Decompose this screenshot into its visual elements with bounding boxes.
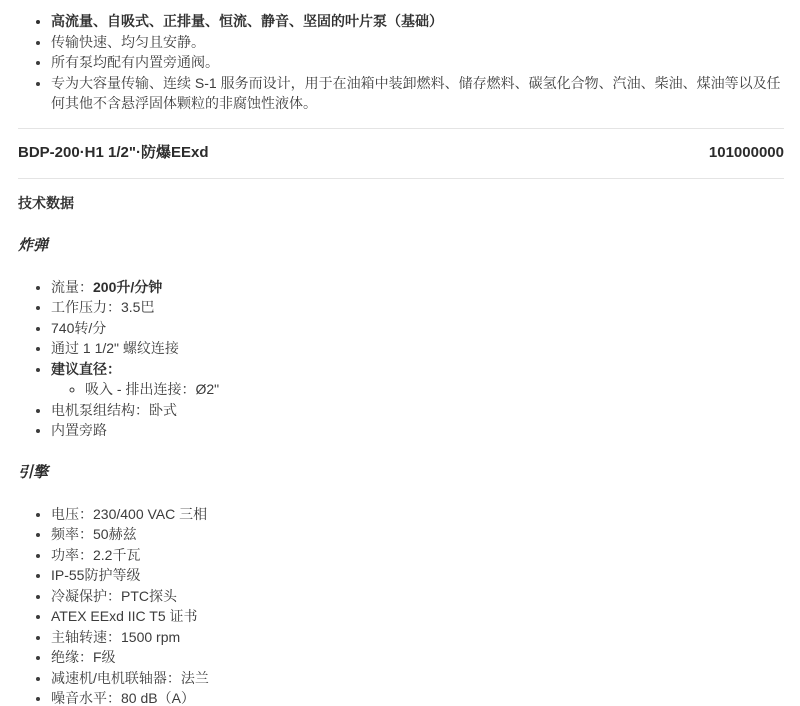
spec-value: 200升/分钟: [93, 278, 163, 295]
spec-item-diameter: [51, 359, 784, 400]
spec-text: 绝缘：F级: [51, 649, 116, 665]
feature-text: 高流量、自吸式、正排量、恒流、静音、坚固的叶片泵（基础）: [51, 13, 443, 29]
spec-text: 噪音水平：80 dB（A）: [51, 690, 195, 706]
product-code: 101000000: [708, 143, 784, 161]
spec-text: 主轴转速：1500 rpm: [51, 628, 181, 645]
spec-text: 吸入 - 排出连接：Ø2": [85, 381, 220, 397]
feature-text: 所有泵均配有内置旁通阀。: [51, 54, 219, 70]
feature-item: [51, 32, 784, 53]
spec-item-atex-cert: [51, 606, 784, 627]
spec-text: 频率：50赫兹: [51, 526, 137, 542]
spec-item-insulation: [51, 647, 784, 668]
diameter-sub-list: [51, 379, 784, 400]
spec-item-shaft-speed: [51, 627, 784, 648]
spec-item-structure: [51, 400, 784, 421]
spec-item-condensation: [51, 586, 784, 607]
engine-spec-list: [18, 504, 784, 706]
spec-item-noise: [51, 688, 784, 706]
spec-item-flow: [51, 277, 784, 298]
product-name: BDP-200·H1 1/2"·防爆EExd: [18, 143, 209, 161]
spec-item-power: [51, 545, 784, 566]
feature-item: [51, 11, 784, 32]
spec-item-voltage: [51, 504, 784, 525]
spec-item-ip-rating: [51, 565, 784, 586]
spec-label: 流量：: [51, 278, 93, 295]
spec-item-coupling: [51, 668, 784, 689]
spec-item-bypass: [51, 420, 784, 441]
engine-section-heading: 引擎: [18, 463, 49, 481]
feature-item: [51, 73, 784, 114]
feature-text: 专为大容量传输、连续 S-1 服务而设计，用于在油箱中装卸燃料、储存燃料、碳氢化合物、汽油、柴油、煤油等以及任何其他不含悬浮固体颗粒的非腐蚀性液体。: [51, 74, 781, 111]
spec-text: IP-55防护等级: [51, 567, 141, 583]
feature-text: 传输快速、均匀且安静。: [51, 33, 205, 50]
spec-text: 功率：2.2千瓦: [51, 546, 141, 563]
pump-section-heading: 炸弹: [18, 236, 49, 254]
spec-item-pressure: [51, 297, 784, 318]
spec-text: ATEX EExd IIC T5 证书: [51, 608, 198, 624]
spec-text: 电压：230/400 VAC 三相: [51, 505, 208, 522]
spec-text: 工作压力：3.5巴: [51, 299, 155, 315]
spec-text: 内置旁路: [51, 422, 107, 438]
spec-text: 建议直径：: [51, 360, 121, 377]
divider-bottom: [18, 178, 784, 179]
feature-item: [51, 52, 784, 73]
spec-text: 740转/分: [51, 319, 107, 336]
spec-text: 减速机/电机联轴器：法兰: [51, 669, 209, 686]
product-header: [18, 142, 784, 164]
feature-list: [18, 11, 784, 114]
pump-spec-list: [18, 277, 784, 441]
spec-text: 电机泵组结构：卧式: [51, 401, 177, 418]
spec-text: 通过 1 1/2" 螺纹连接: [51, 340, 179, 356]
spec-item-thread: [51, 338, 784, 359]
spec-item-rpm: [51, 318, 784, 339]
spec-text: 冷凝保护：PTC探头: [51, 587, 177, 604]
spec-item-frequency: [51, 524, 784, 545]
divider-top: [18, 128, 784, 129]
spec-subitem-connection: [85, 379, 784, 400]
tech-data-heading: 技术数据: [18, 194, 74, 211]
